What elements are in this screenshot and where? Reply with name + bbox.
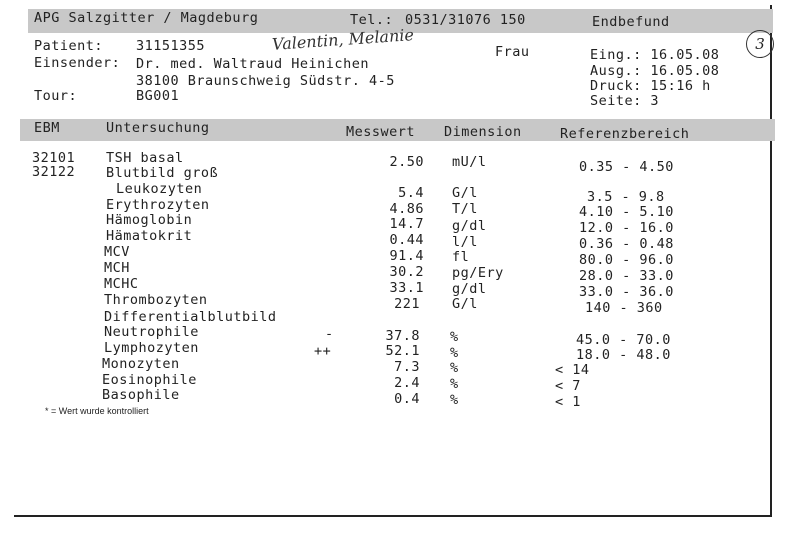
row-value: 0.44	[389, 232, 424, 248]
handwritten-page-circle: 3	[746, 30, 774, 58]
row-name: MCHC	[104, 276, 139, 292]
lab-name: APG Salzgitter / Magdeburg	[34, 10, 259, 26]
row-name: Basophile	[102, 387, 180, 403]
row-name: TSH basal	[106, 150, 184, 166]
row-unit: mU/l	[452, 154, 487, 170]
row-value: 5.4	[398, 185, 424, 201]
col-dimension: Dimension	[444, 124, 522, 140]
col-ebm: EBM	[34, 120, 60, 136]
report-status: Endbefund	[592, 14, 670, 30]
tel-label: Tel.:	[350, 12, 394, 28]
tour-label: Tour:	[34, 88, 78, 104]
row-unit: G/l	[452, 296, 478, 312]
col-untersuchung: Untersuchung	[106, 120, 210, 136]
row-ebm: 32122	[32, 164, 76, 180]
row-value: 14.7	[389, 216, 424, 232]
print-time: Druck: 15:16 h	[590, 78, 711, 94]
footnote: * = Wert wurde kontrolliert	[45, 406, 149, 416]
row-unit: T/l	[452, 201, 478, 217]
row-ref: 28.0 - 33.0	[579, 268, 674, 284]
col-messwert: Messwert	[346, 124, 416, 140]
tel-number: 0531/31076 150	[405, 12, 526, 28]
row-ref: 0.36 - 0.48	[579, 236, 674, 252]
row-unit: G/l	[452, 185, 478, 201]
patient-label: Patient:	[34, 38, 104, 54]
row-unit: %	[450, 360, 459, 376]
row-unit: g/dl	[452, 218, 487, 234]
row-flag: -	[325, 326, 334, 342]
row-ref: < 7	[555, 378, 581, 394]
patient-sex: Frau	[495, 44, 530, 60]
row-name: Thrombozyten	[104, 292, 208, 308]
row-name: Hämatokrit	[106, 228, 193, 244]
row-name: Monozyten	[102, 356, 180, 372]
patient-id: 31151355	[136, 38, 206, 54]
row-unit: pg/Ery	[452, 265, 504, 281]
row-name: Neutrophile	[104, 324, 199, 340]
row-name: Differentialblutbild	[104, 309, 277, 325]
row-value: 2.50	[389, 154, 424, 170]
row-ref: 33.0 - 36.0	[579, 284, 674, 300]
row-ref: < 1	[555, 394, 581, 410]
row-ref: 45.0 - 70.0	[576, 332, 671, 348]
row-name: Lymphozyten	[104, 340, 199, 356]
row-ref: 18.0 - 48.0	[576, 347, 671, 363]
issued-date: Ausg.: 16.05.08	[590, 63, 720, 79]
row-value: 37.8	[385, 328, 420, 344]
row-ref: 4.10 - 5.10	[579, 204, 674, 220]
row-ref: 80.0 - 96.0	[579, 252, 674, 268]
row-name: Leukozyten	[116, 181, 203, 197]
row-unit: fl	[452, 249, 470, 265]
row-name: MCH	[104, 260, 130, 276]
row-name: Erythrozyten	[106, 197, 210, 213]
page-number: Seite: 3	[590, 93, 660, 109]
row-flag: ++	[314, 343, 332, 359]
received-date: Eing.: 16.05.08	[590, 47, 720, 63]
row-value: 0.4	[394, 391, 420, 407]
row-value: 221	[394, 296, 420, 312]
row-ref: < 14	[555, 362, 590, 378]
sender-address: 38100 Braunschweig Südstr. 4-5	[136, 73, 395, 89]
row-value: 33.1	[389, 280, 424, 296]
sender-name: Dr. med. Waltraud Heinichen	[136, 56, 369, 72]
row-unit: %	[450, 329, 459, 345]
row-unit: g/dl	[452, 281, 487, 297]
row-value: 2.4	[394, 375, 420, 391]
row-unit: %	[450, 376, 459, 392]
row-unit: %	[450, 345, 459, 361]
row-value: 91.4	[389, 248, 424, 264]
col-referenz: Referenzbereich	[560, 126, 690, 142]
handwritten-patient-name: Valentin, Melanie	[271, 25, 415, 54]
row-name: MCV	[104, 244, 130, 260]
row-name: Blutbild groß	[106, 165, 219, 181]
row-ref: 12.0 - 16.0	[579, 220, 674, 236]
row-ref: 140 - 360	[585, 300, 663, 316]
row-value: 30.2	[389, 264, 424, 280]
row-value: 7.3	[394, 359, 420, 375]
row-value: 4.86	[389, 201, 424, 217]
tour-value: BG001	[136, 88, 180, 104]
row-ref: 0.35 - 4.50	[579, 159, 674, 175]
row-unit: l/l	[452, 234, 478, 250]
row-name: Eosinophile	[102, 372, 197, 388]
row-ref: 3.5 - 9.8	[587, 189, 665, 205]
row-name: Hämoglobin	[106, 212, 193, 228]
row-value: 52.1	[385, 343, 420, 359]
row-unit: %	[450, 392, 459, 408]
sender-label: Einsender:	[34, 55, 121, 71]
row-ebm: 32101	[32, 150, 76, 166]
